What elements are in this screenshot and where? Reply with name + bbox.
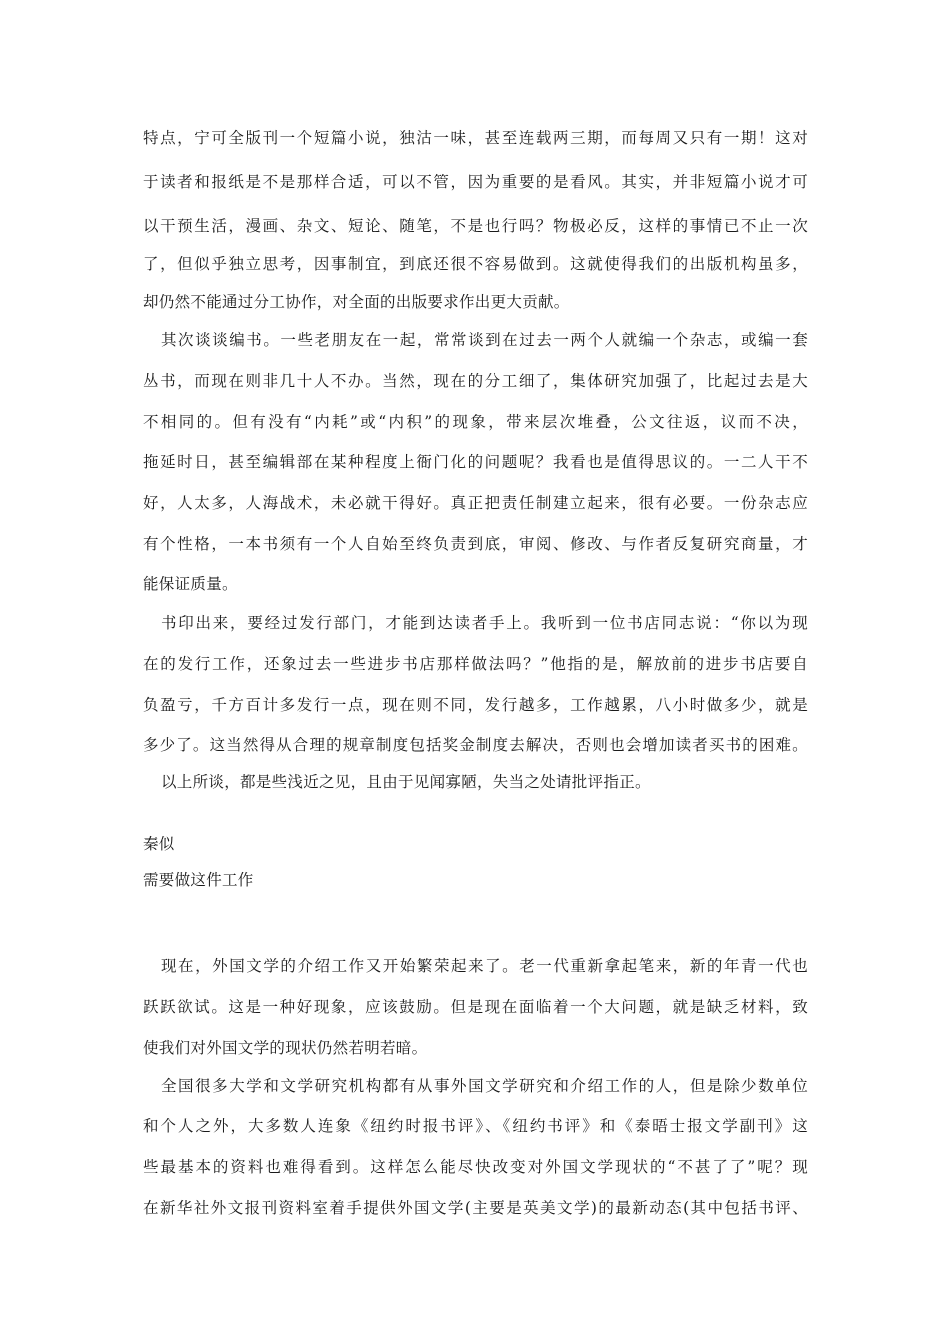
paragraph-line: 跃跃欲试。这是一种好现象，应该鼓励。但是现在面临着一个大问题，就是缺乏材料，致 bbox=[143, 998, 808, 1016]
paragraph-line: 了，但似乎独立思考，因事制宜，到底还很不容易做到。这就使得我们的出版机构虽多， bbox=[143, 255, 808, 273]
paragraph-line: 以上所谈，都是些浅近之见，且由于见闻寡陋，失当之处请批评指正。 bbox=[161, 773, 651, 791]
paragraph-line: 负盈亏，千方百计多发行一点，现在则不同，发行越多，工作越累，八小时做多少，就是 bbox=[143, 696, 808, 714]
paragraph-line: 和个人之外，大多数人连象《纽约时报书评》、《纽约书评》和《泰晤士报文学副刊》这 bbox=[143, 1117, 808, 1135]
paragraph-line: 于读者和报纸是不是那样合适，可以不管，因为重要的是看风。其实，并非短篇小说才可 bbox=[143, 173, 808, 191]
paragraph-line: 全国很多大学和文学研究机构都有从事外国文学研究和介绍工作的人，但是除少数单位 bbox=[161, 1077, 808, 1095]
paragraph-line: 些最基本的资料也难得看到。这样怎么能尽快改变对外国文学现状的“不甚了了”呢？现 bbox=[143, 1158, 808, 1176]
paragraph-line: 在的发行工作，还象过去一些进步书店那样做法吗？”他指的是，解放前的进步书店要自 bbox=[143, 655, 808, 673]
paragraph-line: 有个性格，一本书须有一个人自始至终负责到底，审阅、修改、与作者反复研究商量，才 bbox=[143, 535, 808, 553]
paragraph-line: 特点，宁可全版刊一个短篇小说，独沽一味，甚至连载两三期，而每周又只有一期！这对 bbox=[143, 129, 808, 147]
paragraph-line: 能保证质量。 bbox=[143, 575, 238, 593]
article-author: 秦似 bbox=[143, 835, 175, 853]
paragraph-line: 多少了。这当然得从合理的规章制度包括奖金制度去解决，否则也会增加读者买书的困难。 bbox=[143, 736, 808, 754]
paragraph-line: 好，人太多，人海战术，未必就干得好。真正把责任制建立起来，很有必要。一份杂志应 bbox=[143, 494, 808, 512]
paragraph-line: 使我们对外国文学的现状仍然若明若暗。 bbox=[143, 1039, 428, 1057]
paragraph-line: 其次谈谈编书。一些老朋友在一起，常常谈到在过去一两个人就编一个杂志，或编一套 bbox=[161, 331, 808, 349]
article-title: 需要做这件工作 bbox=[143, 871, 254, 889]
paragraph-line: 不相同的。但有没有“内耗”或“内积”的现象，带来层次堆叠，公文往返，议而不决， bbox=[143, 413, 808, 431]
paragraph-line: 丛书，而现在则非几十人不办。当然，现在的分工细了，集体研究加强了，比起过去是大 bbox=[143, 372, 808, 390]
paragraph-line: 在新华社外文报刊资料室着手提供外国文学(主要是英美文学)的最新动态(其中包括书评、 bbox=[143, 1199, 808, 1217]
paragraph-line: 现在，外国文学的介绍工作又开始繁荣起来了。老一代重新拿起笔来，新的年青一代也 bbox=[161, 957, 808, 975]
paragraph-line: 却仍然不能通过分工协作，对全面的出版要求作出更大贡献。 bbox=[143, 293, 570, 311]
paragraph-line: 以干预生活，漫画、杂文、短论、随笔，不是也行吗？物极必反，这样的事情已不止一次 bbox=[143, 217, 808, 235]
paragraph-line: 拖延时日，甚至编辑部在某种程度上衙门化的问题呢？我看也是值得思议的。一二人干不 bbox=[143, 453, 808, 471]
paragraph-line: 书印出来，要经过发行部门，才能到达读者手上。我听到一位书店同志说：“你以为现 bbox=[161, 614, 808, 632]
